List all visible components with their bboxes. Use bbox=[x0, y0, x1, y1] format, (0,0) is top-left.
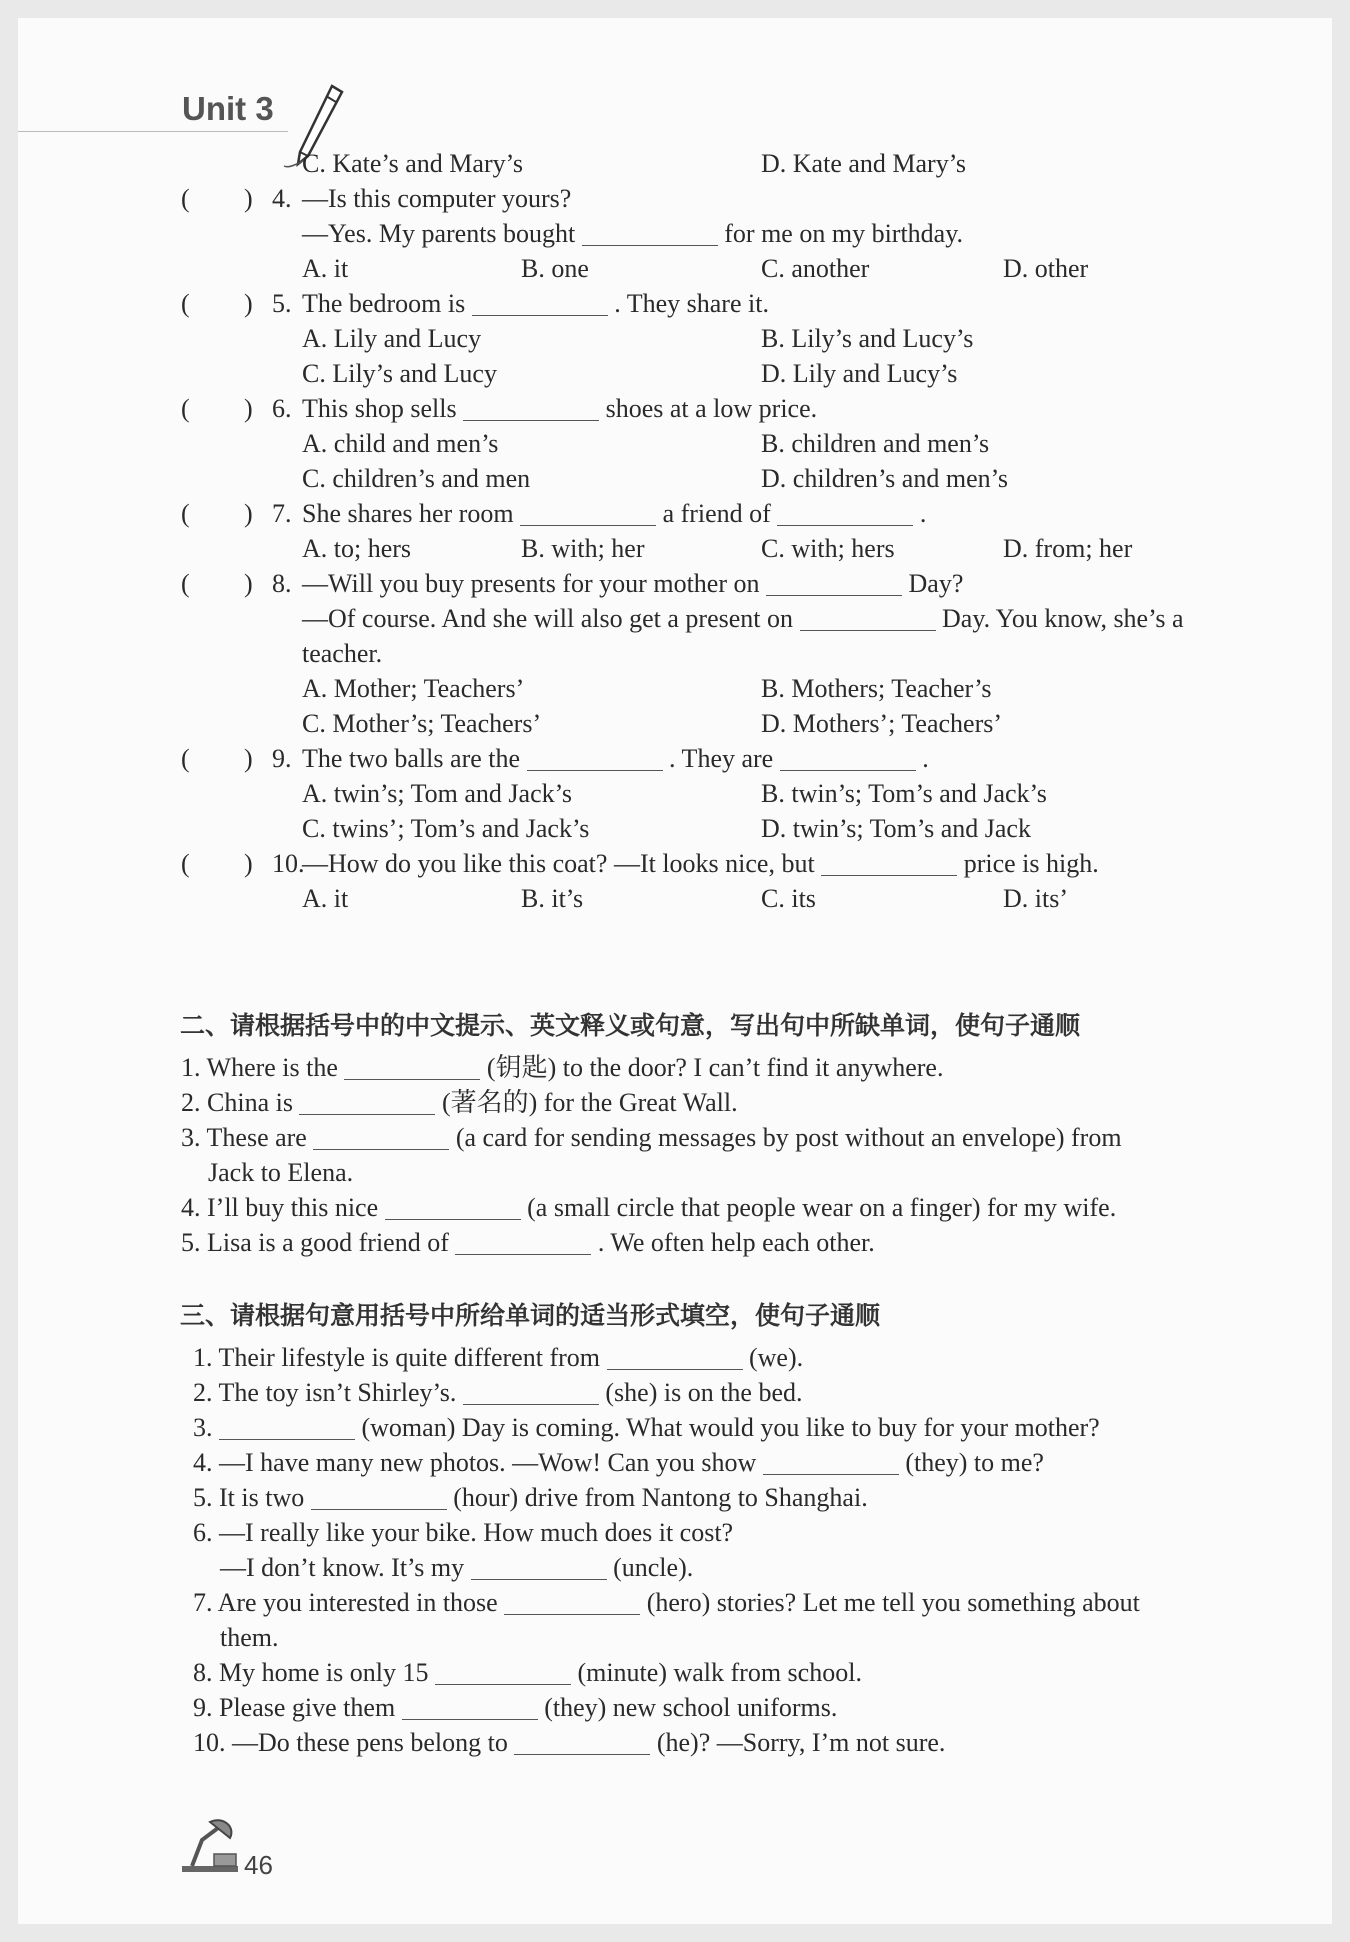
question-blank bbox=[520, 501, 656, 526]
option: D. children’s and men’s bbox=[761, 464, 1008, 493]
question-line bbox=[18, 358, 1332, 390]
sentence-line bbox=[18, 1517, 1332, 1549]
section2-heading: 二、请根据括号中的中文提示、英文释义或句意，写出句中所缺单词，使句子通顺 bbox=[180, 1011, 1081, 1040]
sentence-line bbox=[18, 1657, 1332, 1689]
question-text: The bedroom is . They share it. bbox=[302, 289, 769, 318]
question-line bbox=[18, 743, 1332, 775]
sentence-text: 6. —I really like your bike. How much does it cost? bbox=[193, 1518, 734, 1547]
question-line bbox=[18, 673, 1332, 705]
sentence-line bbox=[18, 1447, 1332, 1479]
question-text: C. Mother’s; Teachers’ bbox=[302, 709, 542, 738]
question-line bbox=[18, 323, 1332, 355]
sentence-line bbox=[18, 1342, 1332, 1374]
question-blank bbox=[463, 396, 599, 421]
answer-paren-open: ( bbox=[181, 849, 190, 878]
option: D. other bbox=[1003, 254, 1089, 283]
sentence-blank bbox=[402, 1695, 538, 1720]
sentence-line bbox=[18, 1052, 1332, 1084]
question-text: This shop sells shoes at a low price. bbox=[302, 394, 818, 423]
question-number: 7. bbox=[272, 499, 292, 528]
question-number: 8. bbox=[272, 569, 292, 598]
question-number: 10. bbox=[272, 849, 305, 878]
sentence-line bbox=[18, 1622, 1332, 1654]
answer-paren-open: ( bbox=[181, 184, 190, 213]
question-text: A. it bbox=[302, 884, 349, 913]
question-line bbox=[18, 813, 1332, 845]
sentence-blank bbox=[514, 1730, 650, 1755]
question-line bbox=[18, 463, 1332, 495]
question-line bbox=[18, 638, 1332, 670]
answer-paren-close: ) bbox=[244, 499, 253, 528]
question-line bbox=[18, 848, 1332, 880]
question-text: A. twin’s; Tom and Jack’s bbox=[302, 779, 572, 808]
answer-paren-close: ) bbox=[244, 849, 253, 878]
option: B. children and men’s bbox=[761, 429, 990, 458]
sentence-text: 2. The toy isn’t Shirley’s. (she) is on the bed. bbox=[193, 1378, 803, 1407]
sentence-text: them. bbox=[220, 1623, 279, 1652]
option: B. twin’s; Tom’s and Jack’s bbox=[761, 779, 1047, 808]
answer-paren-close: ) bbox=[244, 569, 253, 598]
option: B. Mothers; Teacher’s bbox=[761, 674, 992, 703]
sentence-blank bbox=[607, 1345, 743, 1370]
question-line bbox=[18, 183, 1332, 215]
question-text: —How do you like this coat? —It looks nice, but price is high. bbox=[302, 849, 1099, 878]
question-blank bbox=[472, 291, 608, 316]
option: D. Mothers’; Teachers’ bbox=[761, 709, 1003, 738]
answer-paren-close: ) bbox=[244, 289, 253, 318]
question-blank bbox=[766, 571, 902, 596]
question-blank bbox=[800, 606, 936, 631]
question-text: —Of course. And she will also get a present on Day. You know, she’s a bbox=[302, 604, 1184, 633]
question-line bbox=[18, 533, 1332, 565]
question-line bbox=[18, 288, 1332, 320]
question-text: C. Lily’s and Lucy bbox=[302, 359, 497, 388]
sentence-blank bbox=[463, 1380, 599, 1405]
answer-paren-open: ( bbox=[181, 499, 190, 528]
section3-heading: 三、请根据句意用括号中所给单词的适当形式填空，使句子通顺 bbox=[180, 1301, 881, 1330]
sentence-line bbox=[18, 1122, 1332, 1154]
sentence-blank bbox=[344, 1055, 480, 1080]
sentence-blank bbox=[299, 1090, 435, 1115]
sentence-text: 1. Their lifestyle is quite different from (we). bbox=[193, 1343, 804, 1372]
sentence-text: 9. Please give them (they) new school uniforms. bbox=[193, 1693, 838, 1722]
question-text: C. Kate’s and Mary’s bbox=[302, 149, 523, 178]
sentence-line bbox=[18, 1587, 1332, 1619]
question-text: C. twins’; Tom’s and Jack’s bbox=[302, 814, 590, 843]
answer-paren-close: ) bbox=[244, 184, 253, 213]
answer-paren-close: ) bbox=[244, 394, 253, 423]
question-text: —Will you buy presents for your mother on Day? bbox=[302, 569, 964, 598]
option: D. from; her bbox=[1003, 534, 1133, 563]
sentence-text: 4. I’ll buy this nice (a small circle that people wear on a finger) for my wife. bbox=[181, 1193, 1117, 1222]
question-line bbox=[18, 568, 1332, 600]
sentence-text: 1. Where is the (钥匙) to the door? I can’t find it anywhere. bbox=[181, 1053, 944, 1082]
workbook-page bbox=[18, 18, 1332, 1924]
question-line bbox=[18, 393, 1332, 425]
option: D. Kate and Mary’s bbox=[761, 149, 967, 178]
sentence-blank bbox=[311, 1485, 447, 1510]
option: C. its bbox=[761, 884, 816, 913]
sentence-line bbox=[18, 1227, 1332, 1259]
answer-paren-close: ) bbox=[244, 744, 253, 773]
question-text: A. Lily and Lucy bbox=[302, 324, 482, 353]
sentence-text: 10. —Do these pens belong to (he)? —Sorry, I’m not sure. bbox=[193, 1728, 946, 1757]
question-line bbox=[18, 148, 1332, 180]
sentence-blank bbox=[385, 1195, 521, 1220]
question-text: A. it bbox=[302, 254, 349, 283]
option: D. Lily and Lucy’s bbox=[761, 359, 958, 388]
sentence-line bbox=[18, 1192, 1332, 1224]
sentence-text: 7. Are you interested in those (hero) stories? Let me tell you something about bbox=[193, 1588, 1140, 1617]
answer-paren-open: ( bbox=[181, 569, 190, 598]
question-line bbox=[18, 428, 1332, 460]
option: C. with; hers bbox=[761, 534, 895, 563]
lamp-icon bbox=[178, 1818, 248, 1876]
unit-title: Unit 3 bbox=[182, 90, 274, 127]
option: B. one bbox=[521, 254, 589, 283]
question-number: 9. bbox=[272, 744, 292, 773]
sentence-line bbox=[18, 1727, 1332, 1759]
sentence-line bbox=[18, 1377, 1332, 1409]
sentence-blank bbox=[471, 1555, 607, 1580]
option: B. with; her bbox=[521, 534, 645, 563]
sentence-line bbox=[18, 1412, 1332, 1444]
question-text: A. to; hers bbox=[302, 534, 412, 563]
page-number: 46 bbox=[244, 1850, 273, 1880]
sentence-blank bbox=[313, 1125, 449, 1150]
question-number: 4. bbox=[272, 184, 292, 213]
question-line bbox=[18, 778, 1332, 810]
question-line bbox=[18, 603, 1332, 635]
question-blank bbox=[780, 746, 916, 771]
sentence-text: —I don’t know. It’s my (uncle). bbox=[220, 1553, 694, 1582]
question-line bbox=[18, 218, 1332, 250]
sentence-blank bbox=[455, 1230, 591, 1255]
question-blank bbox=[527, 746, 663, 771]
question-text: —Yes. My parents bought for me on my birthday. bbox=[302, 219, 964, 248]
question-text: —Is this computer yours? bbox=[302, 184, 572, 213]
answer-paren-open: ( bbox=[181, 289, 190, 318]
sentence-text: 3. These are (a card for sending messages by post without an envelope) from bbox=[181, 1123, 1122, 1152]
question-text: She shares her room a friend of . bbox=[302, 499, 927, 528]
question-blank bbox=[582, 221, 718, 246]
sentence-blank bbox=[504, 1590, 640, 1615]
header-rule bbox=[18, 131, 288, 132]
answer-paren-open: ( bbox=[181, 394, 190, 423]
sentence-blank bbox=[219, 1415, 355, 1440]
sentence-line bbox=[18, 1692, 1332, 1724]
question-text: teacher. bbox=[302, 639, 383, 668]
sentence-blank bbox=[435, 1660, 571, 1685]
sentence-text: 8. My home is only 15 (minute) walk from school. bbox=[193, 1658, 862, 1687]
sentence-line bbox=[18, 1087, 1332, 1119]
option: B. Lily’s and Lucy’s bbox=[761, 324, 974, 353]
question-text: C. children’s and men bbox=[302, 464, 531, 493]
question-text: A. child and men’s bbox=[302, 429, 499, 458]
question-line bbox=[18, 498, 1332, 530]
sentence-text: Jack to Elena. bbox=[208, 1158, 354, 1187]
question-line bbox=[18, 883, 1332, 915]
sentence-text: 2. China is (著名的) for the Great Wall. bbox=[181, 1088, 738, 1117]
question-number: 6. bbox=[272, 394, 292, 423]
sentence-text: 5. It is two (hour) drive from Nantong to Shanghai. bbox=[193, 1483, 868, 1512]
question-line bbox=[18, 253, 1332, 285]
sentence-line bbox=[18, 1482, 1332, 1514]
sentence-text: 3. (woman) Day is coming. What would you like to buy for your mother? bbox=[193, 1413, 1100, 1442]
sentence-line bbox=[18, 1157, 1332, 1189]
question-text: A. Mother; Teachers’ bbox=[302, 674, 525, 703]
question-blank bbox=[777, 501, 913, 526]
answer-paren-open: ( bbox=[181, 744, 190, 773]
sentence-text: 5. Lisa is a good friend of . We often help each other. bbox=[181, 1228, 875, 1257]
question-blank bbox=[821, 851, 957, 876]
question-line bbox=[18, 708, 1332, 740]
sentence-line bbox=[18, 1552, 1332, 1584]
question-number: 5. bbox=[272, 289, 292, 318]
option: C. another bbox=[761, 254, 870, 283]
sentence-text: 4. —I have many new photos. —Wow! Can you show (they) to me? bbox=[193, 1448, 1044, 1477]
sentence-blank bbox=[763, 1450, 899, 1475]
option: D. its’ bbox=[1003, 884, 1068, 913]
option: B. it’s bbox=[521, 884, 584, 913]
question-text: The two balls are the . They are . bbox=[302, 744, 929, 773]
option: D. twin’s; Tom’s and Jack bbox=[761, 814, 1031, 843]
